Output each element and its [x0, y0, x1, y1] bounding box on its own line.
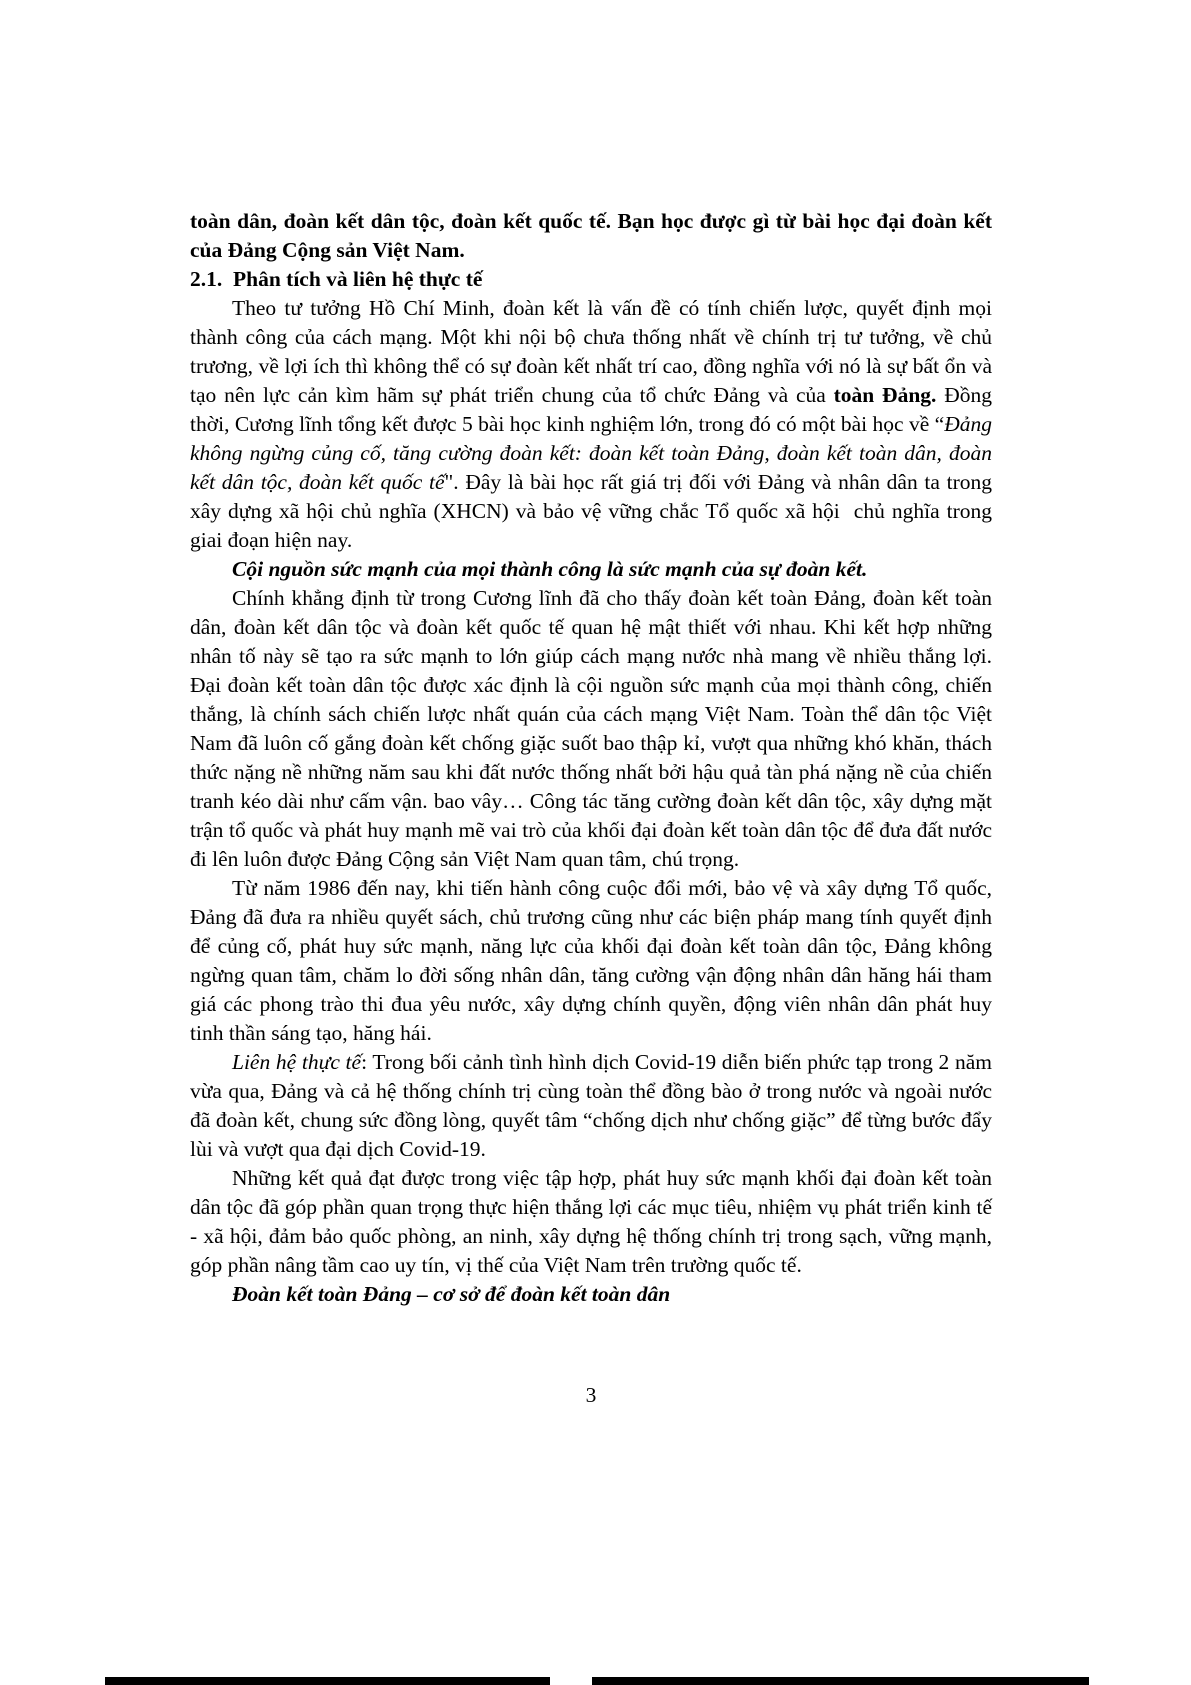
bottom-rule-left — [105, 1677, 550, 1685]
text-run: Đoàn kết toàn Đảng – cơ sở để đoàn kết toàn dân — [232, 1282, 671, 1306]
paragraph-1 — [190, 294, 992, 555]
subheading-1 — [190, 555, 992, 584]
text-run: Những kết quả đạt được trong việc tập hợp, phát huy sức mạnh khối đại đoàn kết toàn dân tộc đã góp phần quan trọng thực hiện thắng lợi các mục tiêu, nhiệm vụ phát triển kinh tế - xã hội, đảm bảo quốc phòng, an ninh, xây dựng hệ thống chính trị trong sạch, vững mạnh, góp phần nâng tầm cao uy tín, vị thế của Việt Nam trên trường quốc tế. — [190, 1166, 992, 1277]
text-run: ". Đây là bài học rất giá trị đối với Đảng và nhân dân ta trong xây dựng xã hội chủ nghĩa (XHCN) và bảo vệ vững chắc Tổ quốc xã hội chủ nghĩa trong giai đoạn hiện nay. — [190, 470, 992, 552]
paragraph-4 — [190, 1048, 992, 1164]
document-body — [190, 207, 992, 1309]
subheading-2 — [190, 1280, 992, 1309]
paragraph-2 — [190, 584, 992, 874]
text-run: Đảng không ngừng củng cố, tăng cường đoàn kết: đoàn kết toàn Đảng, đoàn kết toàn dân, đoàn kết dân tộc, đoàn kết quốc tế — [190, 412, 992, 494]
text-run: Từ năm 1986 đến nay, khi tiến hành công cuộc đổi mới, bảo vệ và xây dựng Tổ quốc, Đảng đã đưa ra nhiều quyết sách, chủ trương cũng như các biện pháp mang tính quyết định để củng cố, phát huy sức mạnh, năng lực của khối đại đoàn kết toàn dân tộc, Đảng không ngừng quan tâm, chăm lo đời sống nhân dân, tăng cường vận động nhân dân hăng hái tham giá các phong trào thi đua yêu nước, xây dựng chính quyền, động viên nhân dân phát huy tinh thần sáng tạo, hăng hái. — [190, 876, 992, 1045]
text-run: Cội nguồn sức mạnh của mọi thành công là sức mạnh của sự đoàn kết. — [232, 557, 868, 581]
text-run: toàn dân, đoàn kết dân tộc, đoàn kết quốc tế. Bạn học được gì từ bài học đại đoàn kết của Đảng Cộng sản Việt Nam. — [190, 209, 992, 262]
paragraph-5 — [190, 1164, 992, 1280]
page-number: 3 — [585, 1383, 597, 1407]
text-run: Liên hệ thực tế — [232, 1050, 362, 1074]
bottom-rule-right — [592, 1677, 1089, 1685]
text-run: Đồng thời, Cương lĩnh tổng kết được 5 bài học kinh nghiệm lớn, trong đó có một bài học về “ — [190, 383, 993, 436]
text-run: Chính khẳng định từ trong Cương lĩnh đã cho thấy đoàn kết toàn Đảng, đoàn kết toàn dân, đoàn kết dân tộc và đoàn kết quốc tế quan hệ mật thiết với nhau. Khi kết hợp những nhân tố này sẽ tạo ra sức mạnh to lớn giúp cách mạng nước nhà mang về nhiều thắng lợi. Đại đoàn kết toàn dân tộc được xác định là cội nguồn sức mạnh của mọi thành công, chiến thắng, là chính sách chiến lược nhất quán của cách mạng Việt Nam. Toàn thể dân tộc Việt Nam đã luôn cố gắng đoàn kết chống giặc suốt bao thập kỉ, vượt qua những khó khăn, thách thức nặng nề những năm sau khi đất nước thống nhất bởi hậu quả tàn phá nặng nề của chiến tranh kéo dài như cấm vận. bao vây… Công tác tăng cường đoàn kết dân tộc, xây dựng mặt trận tổ quốc và phát huy mạnh mẽ vai trò của khối đại đoàn kết toàn dân tộc để đưa đất nước đi lên luôn được Đảng Cộng sản Việt Nam quan tâm, chú trọng. — [190, 586, 992, 871]
intro-continuation — [190, 207, 992, 265]
text-run: Theo tư tưởng Hồ Chí Minh, đoàn kết là vấn đề có tính chiến lược, quyết định mọi thành công của cách mạng. Một khi nội bộ chưa thống nhất về chính trị tư tưởng, về chủ trương, về lợi ích thì không thể có sự đoàn kết nhất trí cao, đồng nghĩa với nó là sự bất ổn và tạo nên lực cản kìm hãm sự phát triển chung của tổ chức Đảng và của — [190, 296, 992, 407]
text-run: 2.1. Phân tích và liên hệ thực tế — [190, 267, 483, 291]
text-run: : Trong bối cảnh tình hình dịch Covid-19 diễn biến phức tạp trong 2 năm vừa qua, Đảng và cả hệ thống chính trị cùng toàn thể đồng bào ở trong nước và ngoài nước đã đoàn kết, chung sức đồng lòng, quyết tâm “chống dịch như chống giặc” để từng bước đẩy lùi và vượt qua đại dịch Covid-19. — [190, 1050, 993, 1161]
text-run: toàn Đảng. — [833, 383, 937, 407]
section-heading — [190, 265, 992, 294]
paragraph-3 — [190, 874, 992, 1048]
